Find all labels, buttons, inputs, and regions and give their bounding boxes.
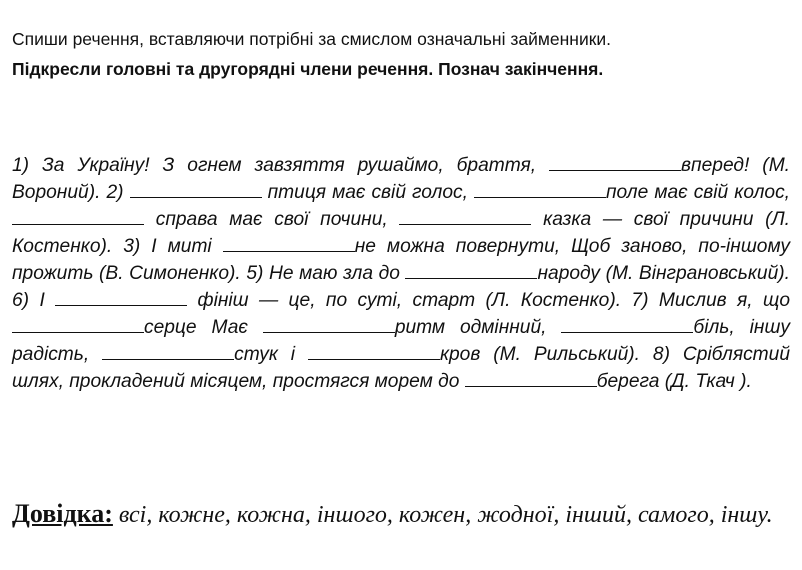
blank-line <box>102 343 234 360</box>
text-fragment: казка — свої причини (Л. Костенко). 3) І миті <box>12 209 790 257</box>
text-fragment: вперед! (М. Вороний). 2) <box>12 155 791 203</box>
instruction-line-2: Підкресли головні та другорядні члени речення. Познач закінчення. <box>12 59 604 79</box>
text-fragment: берега (Д. Ткач ). <box>596 371 752 392</box>
instructions <box>12 24 792 84</box>
text-fragment: фініш — це, по суті, старт (Л. Костенко). 7) Мислив я, що <box>187 290 790 311</box>
blank-line <box>12 316 144 333</box>
text-fragment: стук і <box>234 344 308 365</box>
blank-line <box>263 316 395 333</box>
blank-line <box>561 316 693 333</box>
blank-line <box>399 208 531 225</box>
text-fragment: народу (М. Вінграновський). 6) І <box>12 263 790 311</box>
text-fragment: ритм одмінний, <box>394 317 562 338</box>
blank-line <box>405 262 537 279</box>
blank-line <box>549 154 681 171</box>
blank-line <box>474 181 606 198</box>
reference-label: Довідка: <box>12 499 113 528</box>
reference-words: всі, кожне, кожна, іншого, кожен, жодної, інший, самого, іншу. <box>112 502 773 528</box>
blank-line <box>55 289 187 306</box>
text-fragment: справа має свої почини, <box>144 209 400 230</box>
text-fragment: не можна повернути, Щоб заново, по-іншому прожить (В. Симоненко). 5) Не маю зла до <box>12 236 791 284</box>
blank-line <box>130 181 262 198</box>
blank-line <box>465 370 597 387</box>
blank-line <box>223 235 355 252</box>
instruction-line-1: Спиши речення, вставляючи потрібні за смислом означальні займенники. <box>12 29 612 49</box>
exercise-text <box>12 152 790 395</box>
reference-block <box>12 497 792 532</box>
blank-line <box>308 343 440 360</box>
text-fragment: серце Має <box>144 317 263 338</box>
text-fragment: птиця має свій голос, <box>261 182 474 203</box>
text-fragment: 1) За Україну! З огнем завзяття рушаймо, браття, <box>12 155 550 176</box>
text-fragment: поле має свій колос, <box>605 182 790 203</box>
text-fragment: біль, іншу радість, <box>12 317 790 365</box>
text-fragment: кров (М. Рильський). 8) Сріблястий шлях, прокладений місяцем, простягся морем до <box>12 344 790 392</box>
blank-line <box>12 208 144 225</box>
